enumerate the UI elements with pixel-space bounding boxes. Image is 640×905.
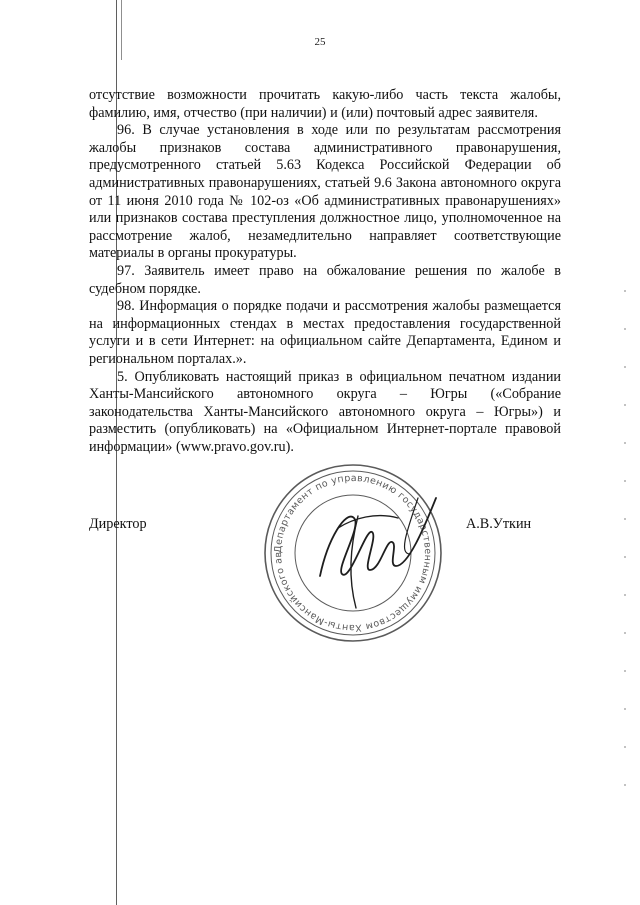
paragraph-continuation: отсутствие возможности прочитать какую-либо часть текста жалобы, фамилию, имя, отчество (при наличии) и (или) почтовый адрес заявителя. [89, 87, 561, 121]
signatory-name: А.В.Уткин [466, 516, 532, 532]
signature-stroke [320, 498, 436, 576]
official-stamp [258, 458, 448, 648]
page-number: 25 [314, 36, 326, 48]
paragraph-98: 98. Информация о порядке подачи и рассмотрения жалобы размещается на информационных стендах в местах предоставления государственной услуги и в сети Интернет: на официальном сайте Департамента, Едином и региональном порталах.». [89, 298, 561, 367]
paragraph-96: 96. В случае установления в ходе или по результатам рассмотрения жалобы признаков состава административного правонарушения, предусмотренного статьей 5.63 Кодекса Российской Федерации об административных правонарушениях, статьей 9.6 Закона автономного округа от 11 июня 2010 года № 102-оз «Об административных правонарушениях» или признаков состава преступления должностное лицо, уполномоченное на рассмотрение жалоб, незамедлительно направляет соответствующие материалы в органы прокуратуры. [89, 122, 561, 262]
stamp-seal-icon [258, 458, 448, 648]
scan-specks [624, 290, 626, 810]
paragraph-5: 5. Опубликовать настоящий приказ в официальном печатном издании Ханты-Мансийского автономного округа – Югры («Собрание законодательства Ханты-Мансийского автономного округа – Югры») и разместить (опубликовать) на «Официальном Интернет-портале правовой информации» (www.pravo.gov.ru). [89, 368, 561, 455]
stamp-text: Департамент по управлению государственным имуществом Ханты-Мансийского ав [272, 472, 434, 634]
paragraph-97: 97. Заявитель имеет право на обжалование решения по жалобе в судебном порядке. [89, 262, 561, 297]
document-body [89, 87, 561, 456]
scan-edge-line-short [121, 0, 122, 60]
signatory-title: Директор [89, 516, 147, 532]
